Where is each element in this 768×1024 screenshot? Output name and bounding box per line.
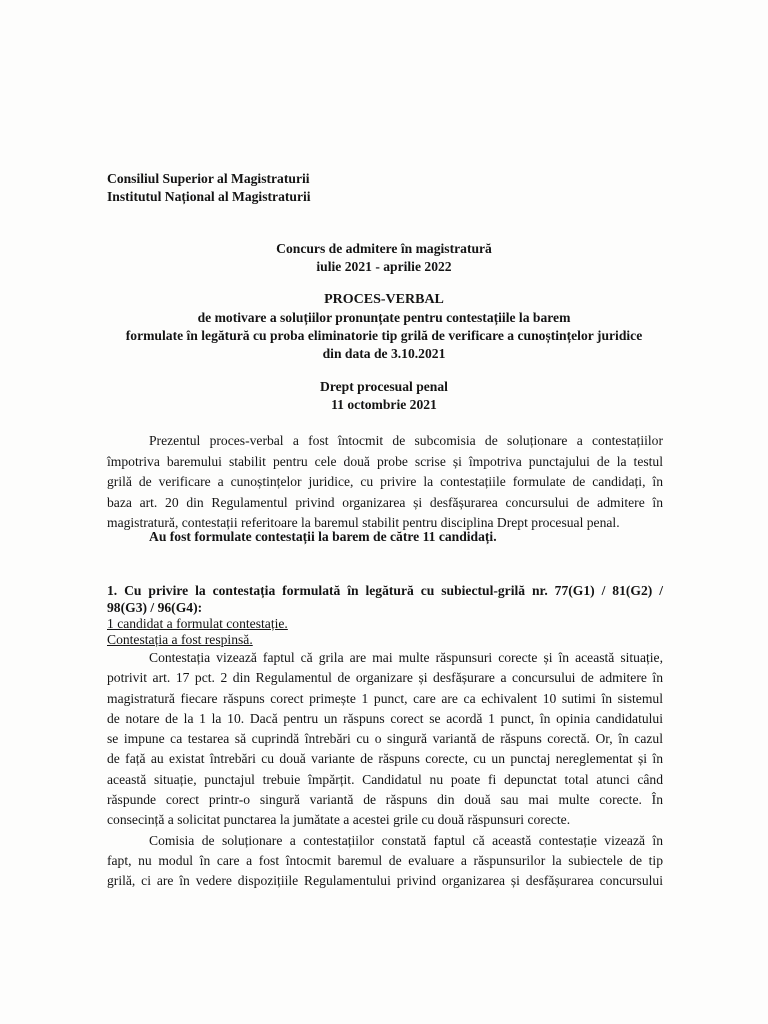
section-1-paragraph2-line: fapt, nu modul în care a fost întocmit baremul de evaluare a răspunsurilor la subiectele de tip xyxy=(107,852,663,868)
section-1-heading-line2: 98(G3) / 96(G4): xyxy=(107,600,203,615)
intro-line: Prezentul proces-verbal a fost întocmit de subcomisia de soluționare a contestațiilor xyxy=(149,433,663,448)
intro-paragraph xyxy=(107,431,663,534)
section-1-paragraph-line: consecință a solicitat punctarea la jumătate a acestei grile cu două răspunsuri corecte. xyxy=(107,812,571,828)
intro-line: magistratură, contestații referitoare la baremul stabilit pentru disciplina Drept procesual penal. xyxy=(107,515,620,530)
institution-name-csm: Consiliul Superior al Magistraturii xyxy=(107,171,310,186)
section-1-paragraph-line: această situație, punctajul trebuie împărțit. Candidatul nu poate fi depunctat total atunci când xyxy=(107,771,663,787)
concurs-title-block xyxy=(0,240,768,276)
section-1-paragraph-line: se impune ca testarea să cuprindă întrebări cu o singură variantă de răspuns corectă. Or, în cazul xyxy=(107,731,663,747)
section-1-verdict: Contestația a fost respinsă. xyxy=(107,632,253,647)
section-1-paragraph-line: magistratură fiecare răspuns corect primește 1 punct, care are ca echivalent 10 sutimi în sistemul xyxy=(107,690,663,706)
discipline-date: 11 octombrie 2021 xyxy=(331,397,437,412)
section-1-heading-line1: 1. Cu privire la contestația formulată în legătură cu subiectul-grilă nr. 77(G1) / 81(G2) / xyxy=(107,583,663,598)
section-1-paragraph-line: răspunde corect printr-o singură variantă de răspuns din două sau mai multe corecte. În xyxy=(107,792,663,808)
concurs-title: Concurs de admitere în magistratură xyxy=(276,241,492,256)
section-1-paragraph-line: Contestația vizează faptul că grila are mai multe răspunsuri corecte și în această situație, xyxy=(149,650,663,665)
section-1-paragraph-line: de notare de la 1 la 10. Dacă pentru un răspuns corect se acordă 1 punct, în opinia candidatului xyxy=(107,710,663,726)
proces-verbal-subtitle-line1: de motivare a soluțiilor pronunțate pentru contestațiile la barem xyxy=(197,310,571,325)
institution-header xyxy=(107,170,311,206)
contestations-summary: Au fost formulate contestații la barem de către 11 candidați. xyxy=(149,529,497,544)
institution-name-inm: Institutul Național al Magistraturii xyxy=(107,189,311,204)
intro-line: împotriva baremului stabilit pentru cele două probe scrise și împotriva punctajului de la testul xyxy=(107,453,663,469)
concurs-period: iulie 2021 - aprilie 2022 xyxy=(316,259,452,274)
section-1 xyxy=(107,582,663,892)
discipline-name: Drept procesual penal xyxy=(320,379,448,394)
section-1-paragraph-line: de față au existat întrebări cu două variante de răspuns corecte, cu un punctaj nereglementat și în xyxy=(107,751,663,767)
proces-verbal-subtitle-line2: formulate în legătură cu proba eliminatorie tip grilă de verificare a cunoștințelor juridice xyxy=(125,328,643,343)
intro-line: baza art. 20 din Regulamentul privind organizarea și desfășurarea concursului de admitere în xyxy=(107,494,663,510)
discipline-block xyxy=(0,378,768,414)
intro-line: grilă de verificare a cunoștințelor juridice, cu privire la contestațiile formulate de candidați, în xyxy=(107,474,663,489)
section-1-paragraph2-line: Comisia de soluționare a contestațiilor constată faptul că această contestație vizează în xyxy=(149,832,663,848)
section-1-paragraph2-line: grilă, ci are în vedere dispozițiile Regulamentului privind organizarea și desfășurarea concursului xyxy=(107,873,663,889)
section-1-candidates: 1 candidat a formulat contestație. xyxy=(107,616,288,631)
proces-verbal-date: din data de 3.10.2021 xyxy=(322,346,446,361)
proces-verbal-title-block xyxy=(0,291,768,363)
section-1-paragraph-line: potrivit art. 17 pct. 2 din Regulamentul de organizare și desfășurare a concursului de admitere în xyxy=(107,670,663,686)
proces-verbal-title: PROCES-VERBAL xyxy=(324,292,444,307)
